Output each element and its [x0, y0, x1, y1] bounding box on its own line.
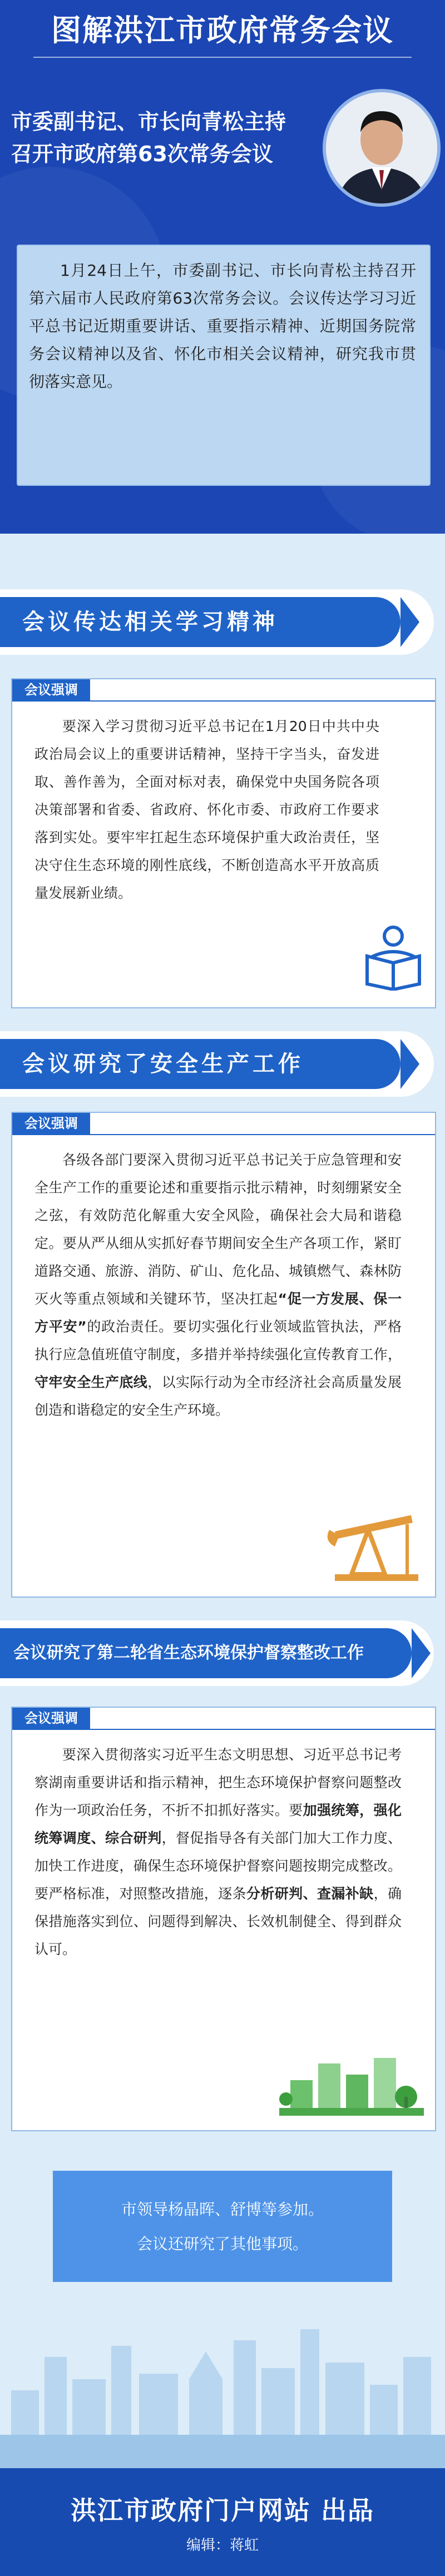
page-title: 图解洪江市政府常务会议 [51, 13, 394, 48]
section-2-tag: 会议强调 [12, 1113, 90, 1134]
green-city-icon [279, 2041, 424, 2119]
city-skyline-icon [0, 2290, 445, 2468]
headline [11, 106, 323, 170]
section-3-card [11, 1707, 436, 2131]
footer-editor: 编辑：蒋虹 [186, 2537, 259, 2554]
reader-icon [363, 924, 424, 991]
headline-line-1: 市委副书记、市长向青松主持 [11, 110, 286, 134]
section-2-body: 各级各部门要深入贯彻习近平总书记关于应急管理和安全生产工作的重要论述和重要指示批示精神，时刻绷紧安全之弦，有效防范化解重大安全风险，确保社会大局和谐稳定。要从严从细从实抓好春节期间安全生产各项工作，紧盯道路交通、旅游、消防、矿山、危化品、城镇燃气、森林防灭火等重点领域和关键环节，坚决扛起“促一方发展、保一方平安”的政治责任。要切实强化行业领域监管执法，严格执行应急值班值守制度，多措并举持续强化宣传教育工作，守牢安全生产底线，以实际行动为全市经济社会高质量发展创造和谐稳定的安全生产环境。 [34, 1152, 402, 1418]
section-1-body: 要深入学习贯彻习近平总书记在1月20日中共中央政治局会议上的重要讲话精神，坚持干字当头，奋发进取、善作善为，全面对标对表，确保党中央国务院各项决策部署和省委、省政府、怀化市委、市政府工作要求落到实处。要牢牢扛起生态环境保护重大政治责任，坚决守住生态环境的刚性底线，不断创造高水平开放高质量发展新业绩。 [34, 718, 379, 901]
section-1-tag: 会议强调 [12, 679, 90, 700]
header-banner [0, 0, 445, 534]
footer-source: 洪江市政府门户网站 出品 [70, 2495, 374, 2525]
section-2-heading [0, 1031, 445, 1097]
notes-box [53, 2171, 392, 2282]
section-3-heading [0, 1620, 445, 1686]
footer [0, 2468, 445, 2576]
section-3-title: 会议研究了第二轮省生态环境保护督察整改工作 [13, 1643, 364, 1663]
section-2-title: 会议研究了安全生产工作 [22, 1051, 304, 1077]
title-divider [33, 57, 412, 58]
section-1-heading [0, 589, 445, 655]
notes-line-2: 会议还研究了其他事项。 [136, 2235, 308, 2253]
intro-text: 1月24日上午，市委副书记、市长向青松主持召开第六届市人民政府第63次常务会议。会议传达学习习近平总书记近期重要讲话、重要指示精神、近期国务院常务会议精神以及省、怀化市相关会议精神，研究我市贯彻落实意见。 [29, 261, 416, 391]
section-1-card [11, 678, 436, 1008]
notes-line-1: 市领导杨晶晖、舒博等参加。 [121, 2200, 324, 2219]
headline-line-2: 召开市政府第63次常务会议 [11, 142, 273, 166]
section-3-tag: 会议强调 [12, 1708, 90, 1729]
section-1-title: 会议传达相关学习精神 [22, 609, 278, 635]
portrait-photo [323, 89, 441, 207]
section-3-body: 要深入贯彻落实习近平生态文明思想、习近平总书记考察湖南重要讲话和指示精神，把生态环境保护督察问题整改作为一项政治任务，不折不扣抓好落实。要加强统筹，强化统筹调度、综合研判，督促指导各有关部门加大工作力度、加快工作进度，确保生态环境保护督察问题按期完成整改。要严格标准，对照整改措施，逐条分析研判、查漏补缺，确保措施落实到位、问题得到解决、长效机制健全、得到群众认可。 [34, 1747, 402, 1957]
oil-pump-icon [324, 1508, 424, 1585]
section-2-card [11, 1112, 436, 1598]
